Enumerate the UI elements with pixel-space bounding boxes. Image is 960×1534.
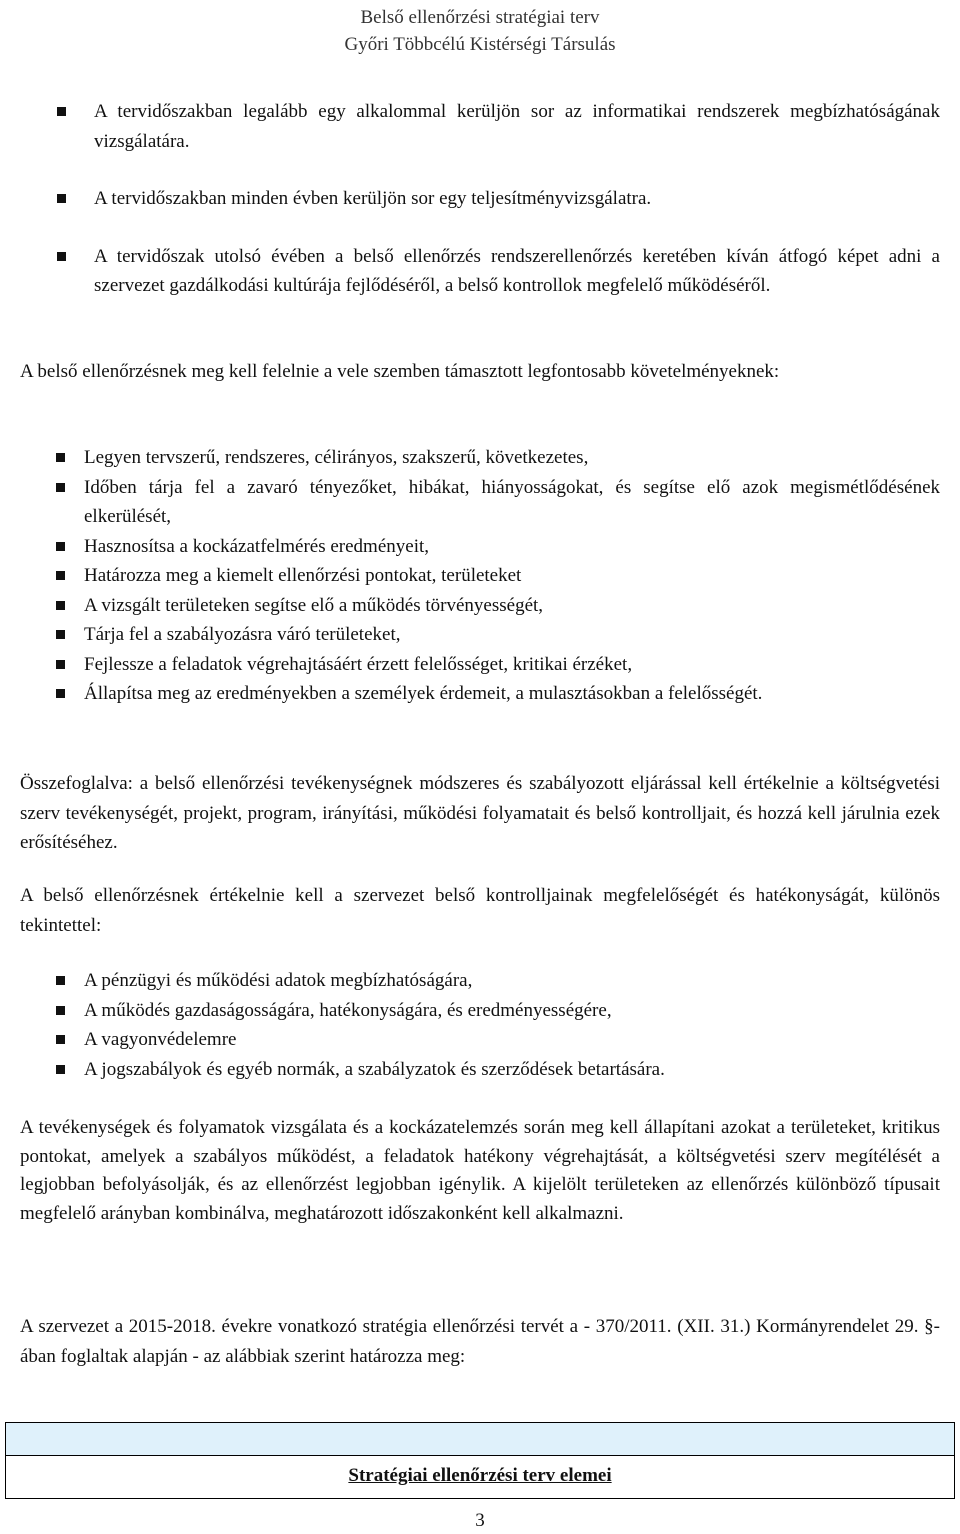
list-item: A vizsgált területeken segítse elő a működés törvényességét, [84, 591, 940, 621]
list-item: Fejlessze a feladatok végrehajtásáért érzett felelősséget, kritikai érzéket, [84, 650, 940, 680]
square-bullet-icon [56, 660, 65, 669]
square-bullet-icon [57, 107, 66, 116]
page-number: 3 [475, 1510, 485, 1531]
list-item: A pénzügyi és működési adatok megbízhatóságára, [84, 966, 940, 996]
square-bullet-icon [56, 601, 65, 610]
paragraph-evaluation-intro: A belső ellenőrzésnek értékelnie kell a szervezet belső kontrolljainak megfelelőségét és hatékonyságát, különös tekintettel: [20, 885, 940, 936]
table-header-band [6, 1423, 954, 1456]
square-bullet-icon [56, 1035, 65, 1044]
list-item: Határozza meg a kiemelt ellenőrzési pontokat, területeket [84, 561, 940, 591]
square-bullet-icon [56, 483, 65, 492]
list-item: Állapítsa meg az eredményekben a személyek érdemeit, a mulasztásokban a felelősségét. [84, 679, 940, 709]
square-bullet-icon [56, 1006, 65, 1015]
page-header [0, 4, 960, 58]
square-bullet-icon [56, 542, 65, 551]
square-bullet-icon [57, 194, 66, 203]
square-bullet-icon [56, 1065, 65, 1074]
list-item: A tervidőszakban legalább egy alkalommal kerüljön sor az informatikai rendszerek megbízhatóságának vizsgálatára. [94, 97, 940, 156]
header-organization: Győri Többcélú Kistérségi Társulás [344, 34, 616, 55]
requirements-list [84, 443, 940, 709]
top-bullet-list [94, 97, 940, 301]
list-item: A tervidőszak utolsó évében a belső ellenőrzés rendszerellenőrzés keretében kíván átfogó képet adni a szervezet gazdálkodási kultúrája fejlődéséről, a belső kontrollok megfelelő működéséről. [94, 242, 940, 301]
list-item: A jogszabályok és egyéb normák, a szabályzatok és szerződések betartására. [84, 1055, 940, 1085]
evaluation-list [84, 966, 940, 1084]
list-item: Időben tárja fel a zavaró tényezőket, hibákat, hiányosságokat, és segítse elő azok megismétlődésének elkerülését, [84, 473, 940, 532]
square-bullet-icon [56, 453, 65, 462]
list-item: A vagyonvédelemre [84, 1025, 940, 1055]
table-title: Stratégiai ellenőrzési terv elemei [348, 1465, 612, 1486]
paragraph-strategy-plan: A szervezet a 2015-2018. évekre vonatkozó stratégia ellenőrzési tervét a - 370/2011. (XII. 31.) Kormányrendelet 29. §-ában foglaltak alapján - az alábbiak szerint határozza meg: [20, 1316, 940, 1367]
square-bullet-icon [57, 252, 66, 261]
square-bullet-icon [56, 630, 65, 639]
list-item: Tárja fel a szabályozásra váró területeket, [84, 620, 940, 650]
strategy-table [5, 1422, 955, 1499]
list-item: A működés gazdaságosságára, hatékonyságára, és eredményességére, [84, 996, 940, 1026]
paragraph-requirements-intro: A belső ellenőrzésnek meg kell felelnie a vele szemben támasztott legfontosabb követelményeknek: [20, 361, 780, 382]
square-bullet-icon [56, 976, 65, 985]
header-title: Belső ellenőrzési stratégiai terv [360, 7, 600, 28]
square-bullet-icon [56, 689, 65, 698]
list-item: Hasznosítsa a kockázatfelmérés eredményeit, [84, 532, 940, 562]
square-bullet-icon [56, 571, 65, 580]
paragraph-summary: Összefoglalva: a belső ellenőrzési tevékenységnek módszeres és szabályozott eljárással kell értékelnie a költségvetési szerv tevékenységét, projekt, program, irányítási, működési folyamatait és belső kontrolljait, és hozzá kell járulnia ezek erősítéséhez. [20, 773, 940, 853]
list-item: A tervidőszakban minden évben kerüljön sor egy teljesítményvizsgálatra. [94, 184, 940, 214]
paragraph-risk-analysis: A tevékenységek és folyamatok vizsgálata és a kockázatelemzés során meg kell állapítani azokat a területeket, kritikus pontokat, amelyek a szabályos működést, a feladatok hatékony végrehajtását, a költségvetési szerv megítélését a legjobban befolyásolják, és az ellenőrzést legjobban igénylik. A kijelölt területeken az ellenőrzés különböző típusait megfelelő arányban kombinálva, meghatározott időszakonként kell alkalmazni. [20, 1117, 940, 1224]
list-item: Legyen tervszerű, rendszeres, célirányos, szakszerű, következetes, [84, 443, 940, 473]
